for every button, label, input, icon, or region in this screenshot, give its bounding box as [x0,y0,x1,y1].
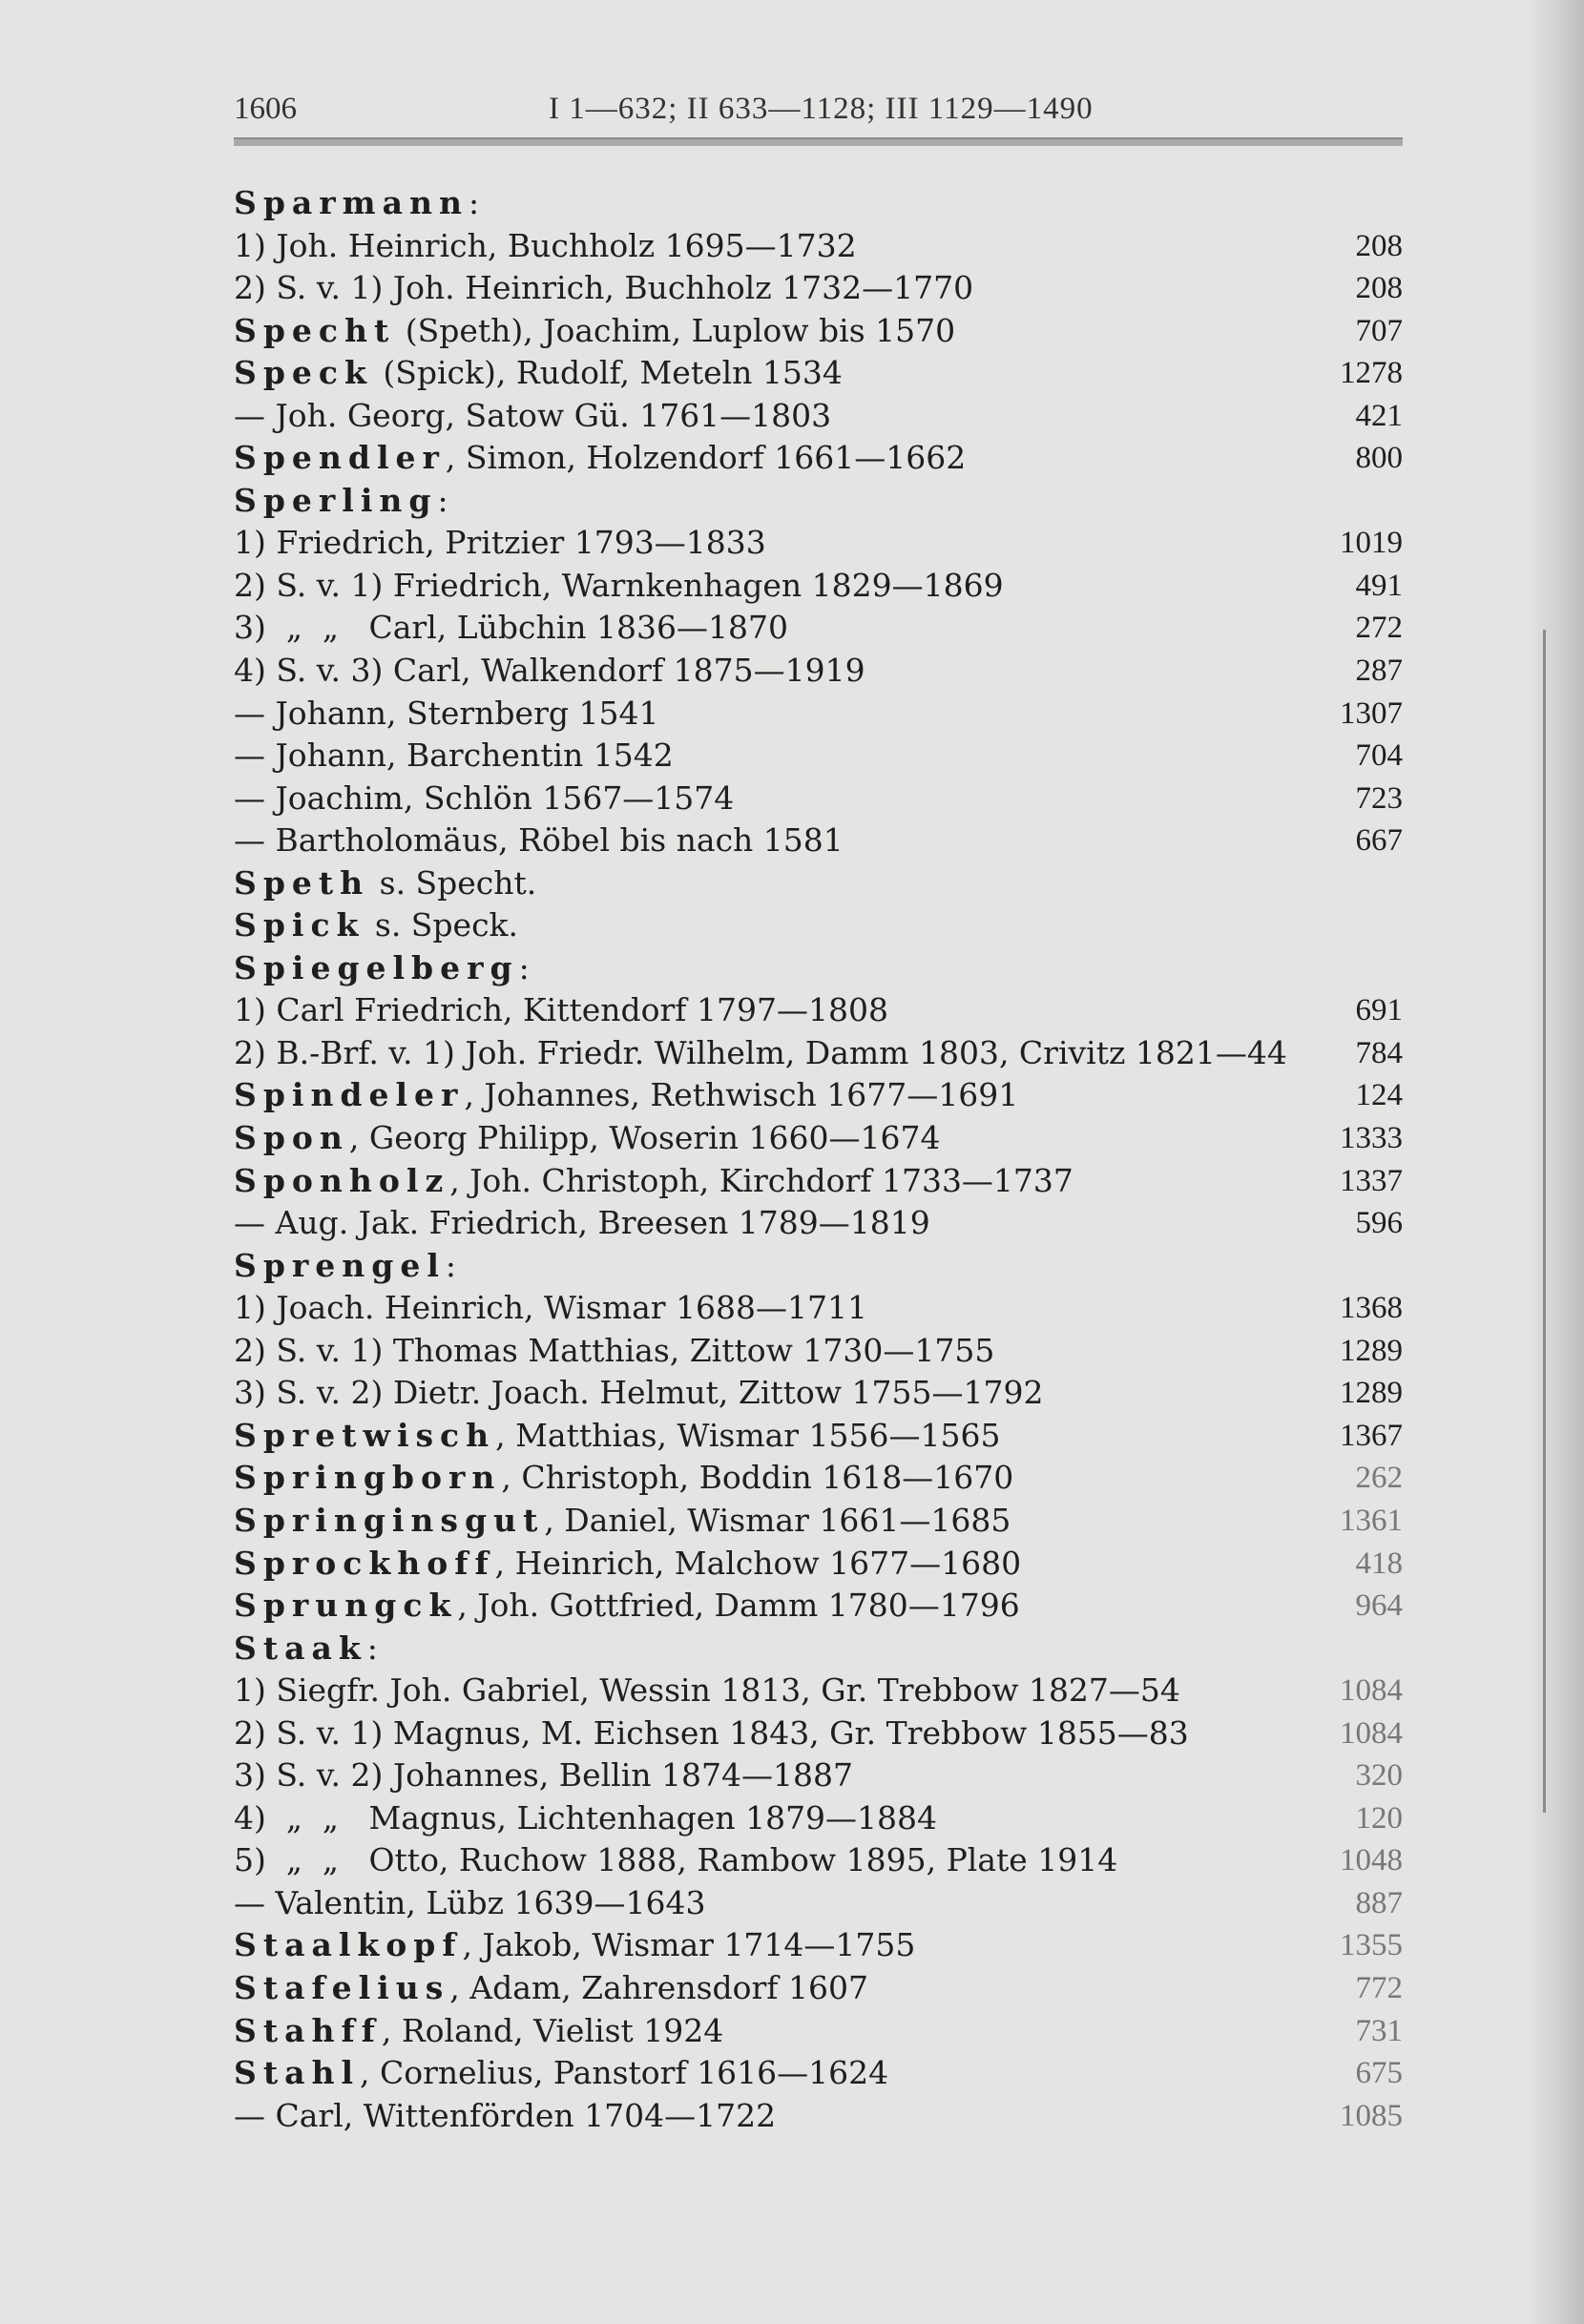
index-entry [234,522,1403,565]
index-entry [234,1032,1403,1075]
entry-text: 4) S. v. 3) Carl, Walkendorf 1875—1919 [234,652,865,690]
surname: Stahl [234,2054,360,2092]
page-reference: 675 [1355,2056,1403,2091]
index-entry [234,1202,1403,1245]
entry-text: 3) S. v. 2) Dietr. Joach. Helmut, Zittow 1755—1792 [234,1374,1044,1412]
entry-text: , Christoph, Boddin 1618—1670 [501,1459,1014,1497]
entry-text: , Roland, Vielist 1924 [381,2011,724,2049]
index-entry-surname [234,1967,1403,2010]
page-reference: 704 [1355,738,1403,774]
page-reference: 800 [1355,441,1403,476]
entry-text: , Adam, Zahrensdorf 1607 [449,1968,868,2006]
index-entry [234,1287,1403,1330]
index-entry-surname [234,904,1403,947]
page-reference: 784 [1355,1035,1403,1070]
surname: Spiegelberg [234,948,519,986]
index-entry [234,1372,1403,1415]
surname: Spick [234,906,365,944]
page-reference: 208 [1355,228,1403,263]
page-reference: 421 [1355,398,1403,433]
index-entry [234,650,1403,693]
page-reference: 1307 [1340,695,1403,731]
page-reference: 208 [1355,271,1403,306]
index-entry-surname [234,1415,1403,1458]
entry-text: , Simon, Holzendorf 1661—1662 [445,439,967,477]
entry-text: (Spick), Rudolf, Meteln 1534 [372,354,843,392]
entry-text: 2) S. v. 1) Magnus, M. Eichsen 1843, Gr. Trebbow 1855—83 [234,1713,1189,1752]
entry-text: 2) B.-Brf. v. 1) Joh. Friedr. Wilhelm, Damm 1803, Crivitz 1821—44 [234,1033,1287,1071]
entry-text: , Daniel, Wismar 1661—1685 [544,1501,1011,1539]
index-entry [234,395,1403,438]
index-entry-surname [234,1628,1403,1670]
index-entry [234,1330,1403,1373]
entry-text: 2) S. v. 1) Friedrich, Warnkenhagen 1829—1869 [234,566,1004,604]
entry-text: — Joh. Georg, Satow Gü. 1761—1803 [234,396,832,434]
page-reference: 1355 [1340,1928,1403,1963]
surname: Spendler [234,439,446,477]
index-entry [234,2095,1403,2138]
entry-text: 3) „ „ Carl, Lübchin 1836—1870 [234,609,789,647]
page-reference: 1048 [1340,1843,1403,1878]
entry-text: — Bartholomäus, Röbel bis nach 1581 [234,821,844,860]
index-entry [234,225,1403,268]
entry-text: — Aug. Jak. Friedrich, Breesen 1789—1819 [234,1204,930,1242]
entry-text: 2) S. v. 1) Thomas Matthias, Zittow 1730—1755 [234,1331,995,1369]
entry-text: 2) S. v. 1) Joh. Heinrich, Buchholz 1732—1770 [234,269,974,307]
index-entry [234,1670,1403,1712]
surname: Sprockhoff [234,1544,495,1582]
page-reference: 887 [1355,1885,1403,1920]
entry-text: , Joh. Christoph, Kirchdorf 1733—1737 [449,1161,1073,1199]
entry-text: : [366,1629,378,1667]
surname: Stahff [234,2011,382,2049]
entry-text: 1) Carl Friedrich, Kittendorf 1797—1808 [234,991,888,1029]
entry-text: — Johann, Barchentin 1542 [234,737,674,775]
index-entry [234,1839,1403,1882]
surname: Stafelius [234,1968,450,2006]
index-entry-surname [234,2010,1403,2053]
index-entry-surname [234,1924,1403,1967]
entry-text: 1) Joach. Heinrich, Wismar 1688—1711 [234,1289,868,1327]
index-entry [234,267,1403,310]
page-reference: 1361 [1340,1503,1403,1538]
index-entry-surname [234,1160,1403,1203]
surname: Sprengel [234,1246,446,1284]
index-entry-surname [234,480,1403,523]
entry-text: , Cornelius, Panstorf 1616—1624 [360,2054,889,2092]
page-reference: 667 [1355,823,1403,859]
page-reference: 964 [1355,1588,1403,1624]
index-entry-surname [234,1500,1403,1543]
page-reference: 1084 [1340,1673,1403,1709]
entry-text: 1) Friedrich, Pritzier 1793—1833 [234,524,766,562]
page-reference: 707 [1355,313,1403,348]
page-reference: 1333 [1340,1121,1403,1156]
entry-text: (Speth), Joachim, Luplow bis 1570 [395,311,956,349]
index-entry [234,565,1403,608]
entry-text: : [445,1246,457,1284]
index-entry-surname [234,310,1403,353]
index-entry [234,693,1403,736]
entry-text: — Carl, Wittenförden 1704—1722 [234,2096,777,2134]
page-reference: 1337 [1340,1163,1403,1198]
index-entry-surname [234,1074,1403,1117]
index-entry-surname [234,947,1403,990]
entry-text: 3) S. v. 2) Johannes, Bellin 1874—1887 [234,1756,853,1795]
page-reference: 772 [1355,1970,1403,2005]
page-reference: 1289 [1340,1376,1403,1411]
page-reference: 1084 [1340,1715,1403,1751]
surname: Sponholz [234,1161,450,1199]
entry-text: , Joh. Gottfried, Damm 1780—1796 [457,1587,1020,1625]
entry-text: , Heinrich, Malchow 1677—1680 [494,1544,1022,1582]
page-reference: 731 [1355,2013,1403,2048]
page-number: 1606 [234,92,297,126]
surname: Staak [234,1629,367,1667]
index-entry [234,1754,1403,1797]
entry-text: : [518,948,530,986]
index-entry [234,1882,1403,1925]
page-reference: 491 [1355,568,1403,603]
index-entry [234,989,1403,1032]
index-entry-surname [234,352,1403,395]
entry-text: , Matthias, Wismar 1556—1565 [495,1416,1001,1454]
index-entry-surname [234,862,1403,905]
index-entry-surname [234,1117,1403,1160]
index-entry-surname [234,1245,1403,1288]
binding-line [1543,630,1546,1813]
surname: Sperling [234,481,438,519]
page-reference: 272 [1355,611,1403,646]
volume-ranges: I 1—632; II 633—1128; III 1129—1490 [549,92,1094,126]
entry-text: , Jakob, Wismar 1714—1755 [462,1926,916,1964]
header-rule [234,137,1403,146]
page-reference: 1367 [1340,1418,1403,1453]
index-entry-surname [234,1457,1403,1500]
index-entry-surname [234,1543,1403,1586]
page-reference: 1368 [1340,1291,1403,1326]
index-entry-surname [234,437,1403,480]
surname: Sprungck [234,1587,458,1625]
surname: Staalkopf [234,1926,463,1964]
entry-text: — Valentin, Lübz 1639—1643 [234,1883,706,1921]
entry-text: , Johannes, Rethwisch 1677—1691 [464,1076,1019,1114]
page-reference: 1085 [1340,2098,1403,2133]
entry-text: , Georg Philipp, Woserin 1660—1674 [348,1119,941,1157]
page-reference: 120 [1355,1800,1403,1836]
page-reference: 691 [1355,993,1403,1028]
surname: Spindeler [234,1076,465,1114]
index-entry [234,735,1403,778]
entry-text: 1) Siegfr. Joh. Gabriel, Wessin 1813, Gr. Trebbow 1827—54 [234,1671,1180,1710]
index-entry [234,607,1403,650]
index-entries [234,182,1403,2137]
page-reference: 1278 [1340,356,1403,391]
page-reference: 124 [1355,1078,1403,1113]
page-reference: 262 [1355,1461,1403,1496]
entry-text: — Johann, Sternberg 1541 [234,694,659,732]
index-entry-surname [234,1585,1403,1628]
entry-text: 1) Joh. Heinrich, Buchholz 1695—1732 [234,226,857,264]
surname: Springborn [234,1459,502,1497]
entry-text: s. Speck. [365,906,519,944]
page-reference: 287 [1355,654,1403,689]
page-reference: 320 [1355,1758,1403,1794]
running-header [234,92,1403,135]
surname: Springinsgut [234,1501,545,1539]
index-entry [234,820,1403,862]
surname: Spretwisch [234,1416,496,1454]
entry-text: s. Specht. [369,863,537,902]
index-entry-surname [234,182,1403,225]
page-edge-shadow [1527,0,1584,2324]
entry-text: 5) „ „ Otto, Ruchow 1888, Rambow 1895, Plate 1914 [234,1841,1118,1879]
index-entry [234,1712,1403,1755]
page-reference: 418 [1355,1546,1403,1581]
surname: Spon [234,1119,349,1157]
page-reference: 723 [1355,780,1403,816]
surname: Speck [234,354,373,392]
surname: Specht [234,311,396,349]
index-entry [234,778,1403,820]
page-reference: 1289 [1340,1333,1403,1368]
entry-text: : [437,481,448,519]
page-reference: 596 [1355,1206,1403,1241]
index-entry-surname [234,2052,1403,2095]
entry-text: : [468,184,480,221]
page-reference: 1019 [1340,526,1403,561]
index-entry [234,1797,1403,1840]
surname: Speth [234,863,370,902]
entry-text: 4) „ „ Magnus, Lichtenhagen 1879—1884 [234,1798,938,1836]
surname: Sparmann [234,184,469,221]
entry-text: — Joachim, Schlön 1567—1574 [234,778,735,817]
